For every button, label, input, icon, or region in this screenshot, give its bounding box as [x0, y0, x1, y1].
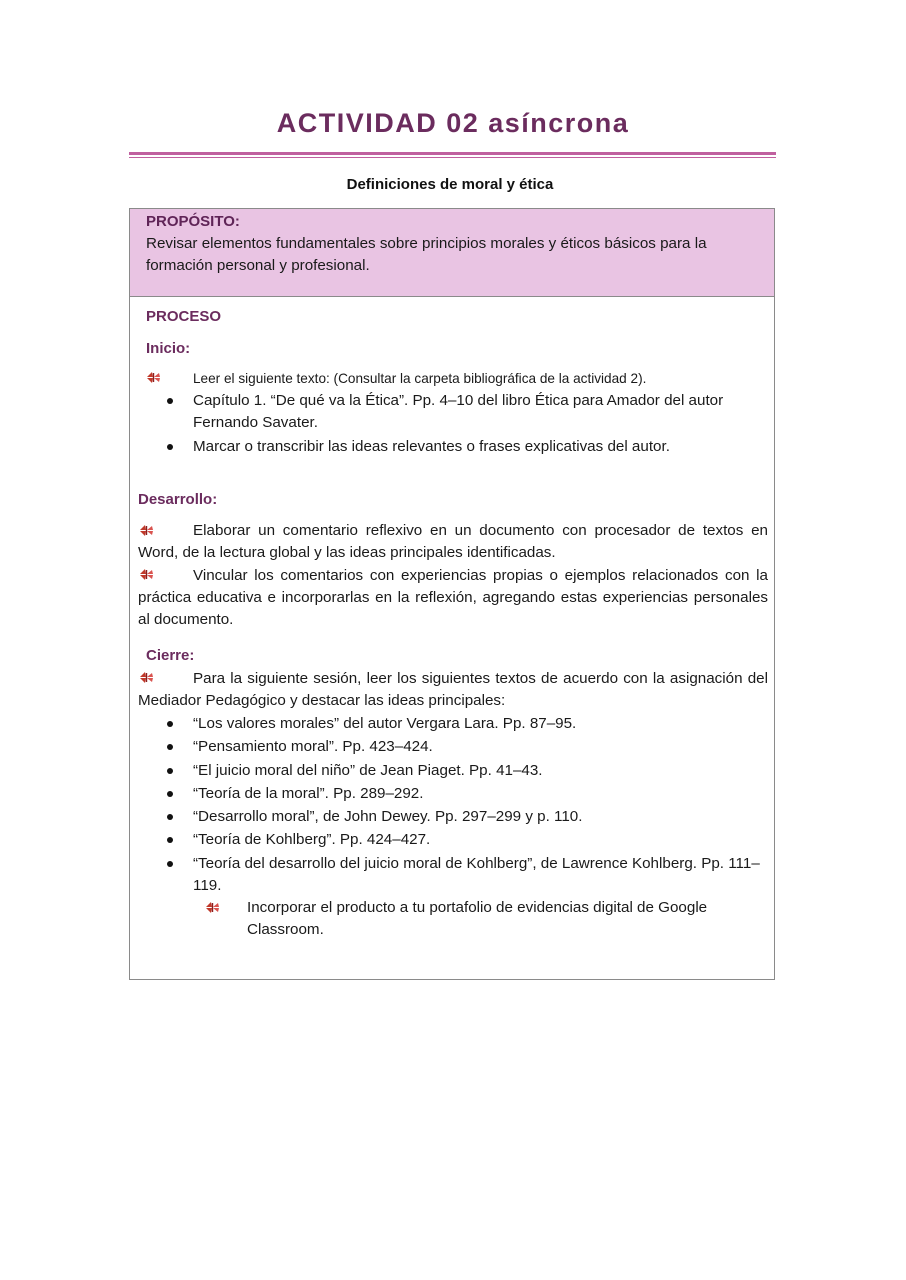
document-subtitle: Definiciones de moral y ética [346, 176, 554, 193]
cierre-final: Incorporar el producto a tu portafolio de evidencias digital de Google Classroom. [247, 899, 708, 938]
round-bullet-icon [167, 814, 173, 820]
purpose-label: PROPÓSITO: [146, 213, 240, 230]
red-fan-bullet-icon [146, 371, 161, 384]
round-bullet-icon [167, 791, 173, 797]
inicio-bullet: Marcar o transcribir las ideas relevantes o frases explicativas del autor. [193, 438, 670, 455]
round-bullet-icon [167, 837, 173, 843]
title-rule-thick [129, 152, 776, 155]
red-fan-bullet-icon [205, 901, 220, 914]
inicio-bullet: Capítulo 1. “De qué va la Ética”. Pp. 4–10 del libro Ética para Amador del autor Fernando Savater. [193, 392, 724, 431]
reading-item: “El juicio moral del niño” de Jean Piaget. Pp. 41–43. [193, 762, 543, 779]
reading-item: “Teoría de Kohlberg”. Pp. 424–427. [193, 831, 431, 848]
title-rule-thin [129, 157, 776, 158]
round-bullet-icon [167, 768, 173, 774]
round-bullet-icon [167, 721, 173, 727]
process-label: PROCESO [146, 308, 222, 325]
round-bullet-icon [167, 398, 173, 404]
cierre-intro: Para la siguiente sesión, leer los siguientes textos de acuerdo con la asignación del Mediador Pedagógico y destacar las ideas principales: [138, 670, 768, 709]
reading-item: “Pensamiento moral”. Pp. 423–424. [193, 738, 433, 755]
purpose-section [130, 209, 774, 297]
reading-item: “Desarrollo moral”, de John Dewey. Pp. 297–299 y p. 110. [193, 808, 583, 825]
reading-item: “Teoría del desarrollo del juicio moral de Kohlberg”, de Lawrence Kohlberg. Pp. 111–119. [193, 855, 760, 894]
round-bullet-icon [167, 861, 173, 867]
desarrollo-item: Vincular los comentarios con experiencias propias o ejemplos relacionados con la práctica educativa e incorporarlas en la reflexión, agregando estas experiencias personales al documento. [138, 567, 768, 628]
round-bullet-icon [167, 444, 173, 450]
purpose-text: Revisar elementos fundamentales sobre principios morales y éticos básicos para la formación personal y profesional. [146, 235, 707, 274]
desarrollo-label: Desarrollo: [138, 491, 218, 508]
inicio-instruction: Leer el siguiente texto: (Consultar la carpeta bibliográfica de la actividad 2). [193, 371, 647, 386]
inicio-label: Inicio: [146, 340, 191, 357]
page-title: ACTIVIDAD 02 asíncrona [276, 108, 630, 138]
round-bullet-icon [167, 744, 173, 750]
reading-item: “Teoría de la moral”. Pp. 289–292. [193, 785, 424, 802]
desarrollo-item: Elaborar un comentario reflexivo en un documento con procesador de textos en Word, de la lectura global y las ideas principales identificadas. [138, 522, 768, 561]
cierre-label: Cierre: [146, 647, 195, 664]
reading-item: “Los valores morales” del autor Vergara Lara. Pp. 87–95. [193, 715, 577, 732]
